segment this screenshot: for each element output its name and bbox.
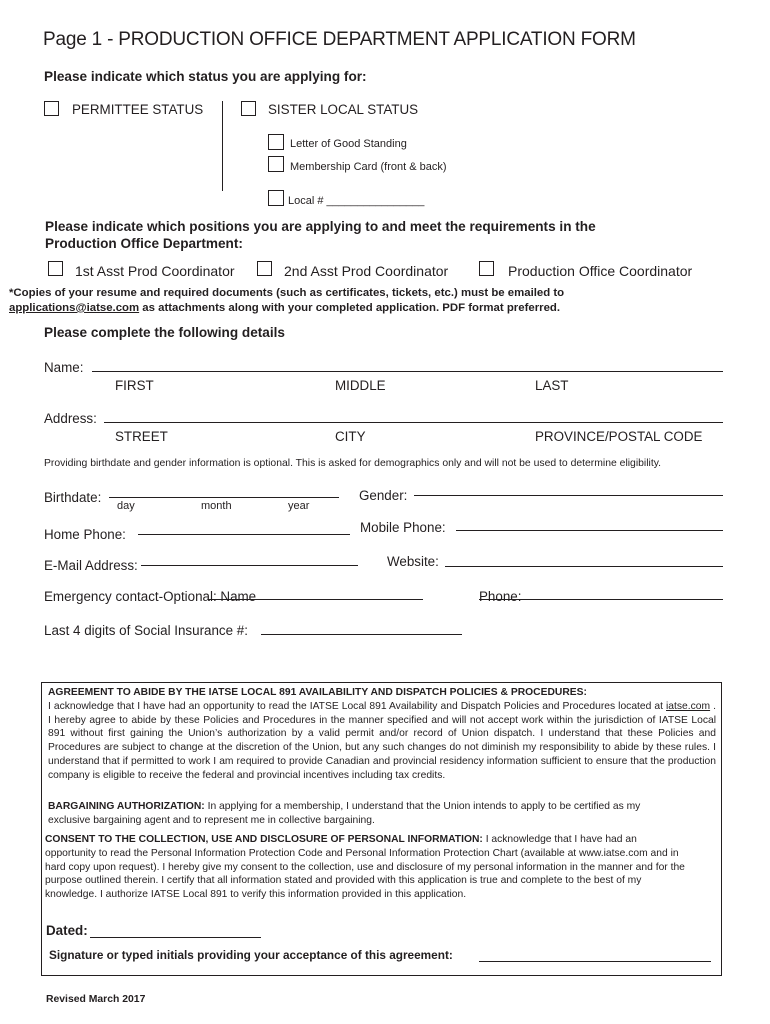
dated-label: Dated: xyxy=(46,923,88,938)
permittee-status-label: PERMITTEE STATUS xyxy=(72,102,204,117)
sister-local-status-label: SISTER LOCAL STATUS xyxy=(268,102,419,117)
status-divider xyxy=(222,101,223,191)
consent-heading: CONSENT TO THE COLLECTION, USE AND DISCLOSURE OF PERSONAL INFORMATION: xyxy=(45,834,483,845)
emergency-phone-label: Phone: xyxy=(479,589,522,604)
sister-local-status-checkbox[interactable] xyxy=(241,101,256,116)
bargaining-heading: BARGAINING AUTHORIZATION: xyxy=(48,801,205,812)
street-caption: STREET xyxy=(115,429,168,444)
signature-input-line[interactable] xyxy=(479,961,711,962)
agreement-heading: AGREEMENT TO ABIDE BY THE IATSE LOCAL 891 AVAILABILITY AND DISPATCH POLICIES & PROCEDURES: xyxy=(48,687,587,698)
details-heading: Please complete the following details xyxy=(44,325,285,340)
middle-name-caption: MIDDLE xyxy=(335,378,386,393)
dated-input-line[interactable] xyxy=(90,937,261,938)
copies-note: *Copies of your resume and required documents (such as certificates, tickets, etc.) must be emailed to xyxy=(9,287,565,299)
position-2nd-asst-label: 2nd Asst Prod Coordinator xyxy=(284,263,449,279)
position-1st-asst-checkbox[interactable] xyxy=(48,261,63,276)
optional-note: Providing birthdate and gender information is optional. This is asked for demographics only and will not be used to determine eligibility. xyxy=(44,458,662,469)
position-2nd-asst-checkbox[interactable] xyxy=(257,261,272,276)
sin-label: Last 4 digits of Social Insurance #: xyxy=(44,623,248,638)
gender-input-line[interactable] xyxy=(414,495,723,496)
agreement-box xyxy=(41,682,722,976)
agreement-link[interactable]: iatse.com xyxy=(666,700,711,712)
gender-label: Gender: xyxy=(359,488,408,503)
birthdate-label: Birthdate: xyxy=(44,490,102,505)
bargaining-text: BARGAINING AUTHORIZATION: In applying for a membership, I understand that the Union intends to apply to be certified as my exclusive bargaining agent and to represent me in collective bargaining. xyxy=(48,801,641,826)
membership-card-checkbox[interactable] xyxy=(268,156,284,172)
email-input-line[interactable] xyxy=(141,565,358,566)
position-office-coordinator-checkbox[interactable] xyxy=(479,261,494,276)
address-label: Address: xyxy=(44,411,97,426)
last-name-caption: LAST xyxy=(535,378,569,393)
agreement-text: AGREEMENT TO ABIDE BY THE IATSE LOCAL 891 AVAILABILITY AND DISPATCH POLICIES & PROCEDURES: I acknowledge that I have had an opportunity to read the IATSE Local 891 Availability and Dispatch Policies and Procedures located at iatse.com . I hereby agree to abide by these Policies and Procedures in the manner specified and will not accept work within the jurisdiction of IATSE Local 891 without first gaining the Union’s authorization by a valid permit and/or record of Union dispatch. I understand that these Policies and Procedures are subject to change at the discretion of the Union, but any such changes do not diminish my responsibility to abide by these rules. I understand that if permitted to work I am required to provide Canadian and provincial residency information sufficient to ensure that the production company is eligible to receive the federal and provincial incentives including tax credits. xyxy=(48,687,716,781)
consent-text: CONSENT TO THE COLLECTION, USE AND DISCLOSURE OF PERSONAL INFORMATION: I acknowledge that I have had an opportunity to read the Personal Information Protection Code and Personal Information Protection Chart (available at www.iatse.com and in hard copy upon request). I hereby give my consent to the collection, use and disclosure of my personal information in the manner and for the purpose outlined therein. I certify that all information stated and provided with this application is true and complete to the best of my knowledge. I authorize IATSE Local 891 to verify this information provided in this application. xyxy=(45,834,685,901)
birthdate-input-line[interactable] xyxy=(109,497,339,498)
positions-heading: Please indicate which positions you are applying to and meet the requirements in the xyxy=(45,219,596,234)
email-link[interactable]: applications@iatse.com xyxy=(9,302,140,314)
website-label: Website: xyxy=(387,554,439,569)
email-label: E-Mail Address: xyxy=(44,558,138,573)
status-heading: Please indicate which status you are applying for: xyxy=(44,69,367,84)
province-postal-caption: PROVINCE/POSTAL CODE xyxy=(535,429,703,444)
position-office-coordinator-label: Production Office Coordinator xyxy=(508,263,693,279)
mobile-phone-input-line[interactable] xyxy=(456,530,723,531)
emergency-contact-input-line[interactable] xyxy=(208,599,423,600)
name-label: Name: xyxy=(44,360,84,375)
city-caption: CITY xyxy=(335,429,366,444)
page-title: Page 1 - PRODUCTION OFFICE DEPARTMENT APPLICATION FORM xyxy=(43,29,636,50)
emergency-phone-input-line[interactable] xyxy=(479,599,723,600)
home-phone-label: Home Phone: xyxy=(44,527,126,542)
name-input-line[interactable] xyxy=(92,371,723,372)
home-phone-input-line[interactable] xyxy=(138,534,350,535)
birthdate-day-caption: day xyxy=(117,500,135,512)
local-number-checkbox[interactable] xyxy=(268,190,284,206)
position-1st-asst-label: 1st Asst Prod Coordinator xyxy=(75,263,235,279)
revised-date: Revised March 2017 xyxy=(46,994,146,1005)
sin-input-line[interactable] xyxy=(261,634,462,635)
permittee-status-checkbox[interactable] xyxy=(44,101,59,116)
signature-label: Signature or typed initials providing your acceptance of this agreement: xyxy=(49,948,453,962)
letter-of-good-standing-label: Letter of Good Standing xyxy=(290,138,407,150)
address-input-line[interactable] xyxy=(104,422,723,423)
emergency-contact-label: Emergency contact-Optional: Name xyxy=(44,589,257,604)
mobile-phone-label: Mobile Phone: xyxy=(360,520,446,535)
birthdate-month-caption: month xyxy=(201,500,232,512)
first-name-caption: FIRST xyxy=(115,378,154,393)
local-number-field[interactable]: Local # ________________ xyxy=(288,195,425,207)
membership-card-label: Membership Card (front & back) xyxy=(290,161,447,173)
copies-note-line-2: applications@iatse.com as attachments along with your completed application. PDF format preferred. xyxy=(9,302,561,314)
birthdate-year-caption: year xyxy=(288,500,310,512)
website-input-line[interactable] xyxy=(445,566,723,567)
positions-heading-line-2: Production Office Department: xyxy=(45,236,243,251)
letter-of-good-standing-checkbox[interactable] xyxy=(268,134,284,150)
